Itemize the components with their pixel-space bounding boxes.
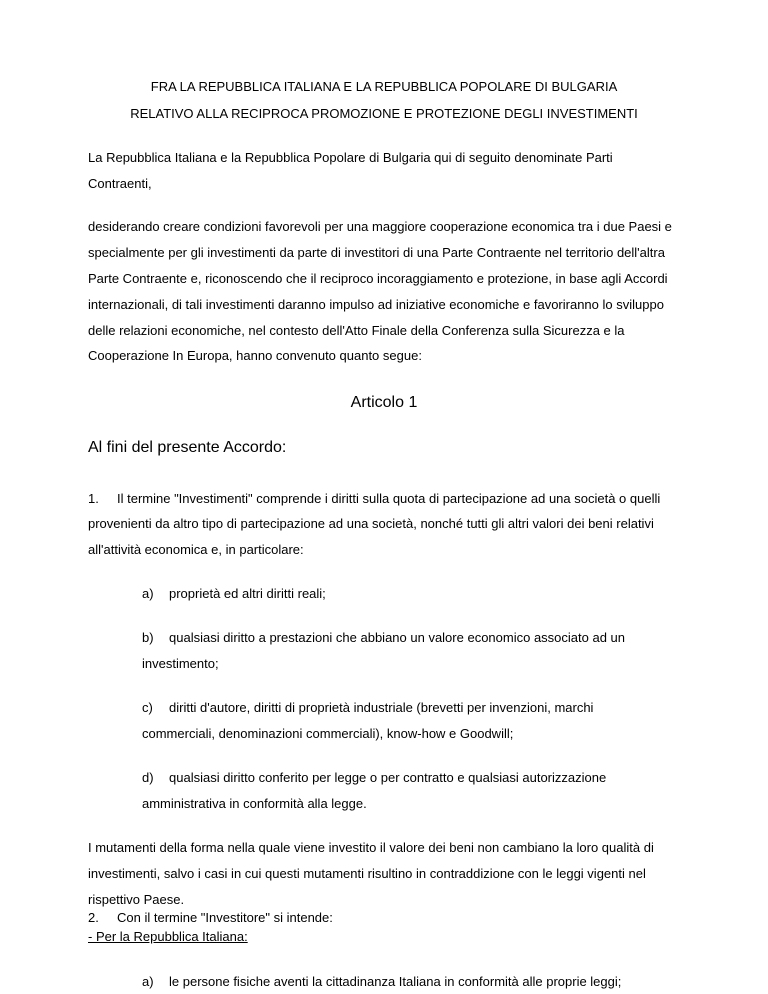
article-subheading: Al fini del presente Accordo: — [88, 439, 287, 456]
title-line-1: FRA LA REPUBBLICA ITALIANA E LA REPUBBLICA POPOLARE DI BULGARIA — [150, 79, 618, 94]
preamble-line: specialmente per gli investimenti da parte di investitori di una Parte Contraente nel territorio dell'altra — [88, 245, 665, 260]
paragraph-number: 2. — [88, 910, 99, 925]
paragraph-line: I mutamenti della forma nella quale viene investito il valore dei beni non cambiano la loro qualità di — [88, 840, 654, 855]
item-line: qualsiasi diritto a prestazioni che abbiano un valore economico associato ad un — [169, 630, 626, 645]
item-line: qualsiasi diritto conferito per legge o per contratto e qualsiasi autorizzazione — [169, 770, 607, 785]
item-label: a) — [142, 974, 154, 989]
paragraph-line: investimenti, salvo i casi in cui questi mutamenti risultino in contraddizione con le leggi vigenti nel — [88, 866, 646, 881]
title-line-2: RELATIVO ALLA RECIPROCA PROMOZIONE E PROTEZIONE DEGLI INVESTIMENTI — [130, 106, 638, 121]
item-line: commerciali, denominazioni commerciali), know-how e Goodwill; — [142, 726, 514, 741]
preamble-line: delle relazioni economiche, nel contesto dell'Atto Finale della Conferenza sulla Sicurezza e la — [88, 323, 625, 338]
item-line: amministrativa in conformità alla legge. — [142, 796, 367, 811]
item-line: investimento; — [142, 656, 219, 671]
preamble-line: internazionali, di tali investimenti daranno impulso ad iniziative economiche e favoriranno lo sviluppo — [88, 297, 664, 312]
paragraph-number: 1. — [88, 491, 99, 506]
article-heading: Articolo 1 — [350, 394, 418, 411]
paragraph-line: all'attività economica e, in particolare: — [88, 542, 304, 557]
paragraph-line: rispettivo Paese. — [88, 892, 185, 907]
preamble-line: desiderando creare condizioni favorevoli per una maggiore cooperazione economica tra i due Paesi e — [88, 219, 672, 234]
paragraph-line: Il termine "Investimenti" comprende i diritti sulla quota di partecipazione ad una società o quelli — [117, 491, 661, 506]
paragraph-line: provenienti da altro tipo di partecipazione ad una società, nonché tutti gli altri valori dei beni relativi — [88, 516, 654, 531]
preamble-line: La Repubblica Italiana e la Repubblica Popolare di Bulgaria qui di seguito denominate Parti — [88, 150, 613, 165]
item-label: a) — [142, 586, 154, 601]
paragraph-line: Con il termine "Investitore" si intende: — [117, 910, 333, 925]
item-label: d) — [142, 770, 154, 785]
preamble-line: Parte Contraente e, riconoscendo che il reciproco incoraggiamento e protezione, in base agli Accordi — [88, 271, 668, 286]
preamble-line: Cooperazione In Europa, hanno convenuto quanto segue: — [88, 348, 422, 363]
item-line: proprietà ed altri diritti reali; — [169, 586, 326, 601]
item-line: diritti d'autore, diritti di proprietà industriale (brevetti per invenzioni, marchi — [169, 700, 594, 715]
item-label: b) — [142, 630, 154, 645]
italy-heading: - Per la Repubblica Italiana: — [88, 929, 248, 944]
preamble-line: Contraenti, — [88, 176, 152, 191]
item-label: c) — [142, 700, 153, 715]
item-line: le persone fisiche aventi la cittadinanza Italiana in conformità alle proprie leggi; — [169, 974, 622, 989]
